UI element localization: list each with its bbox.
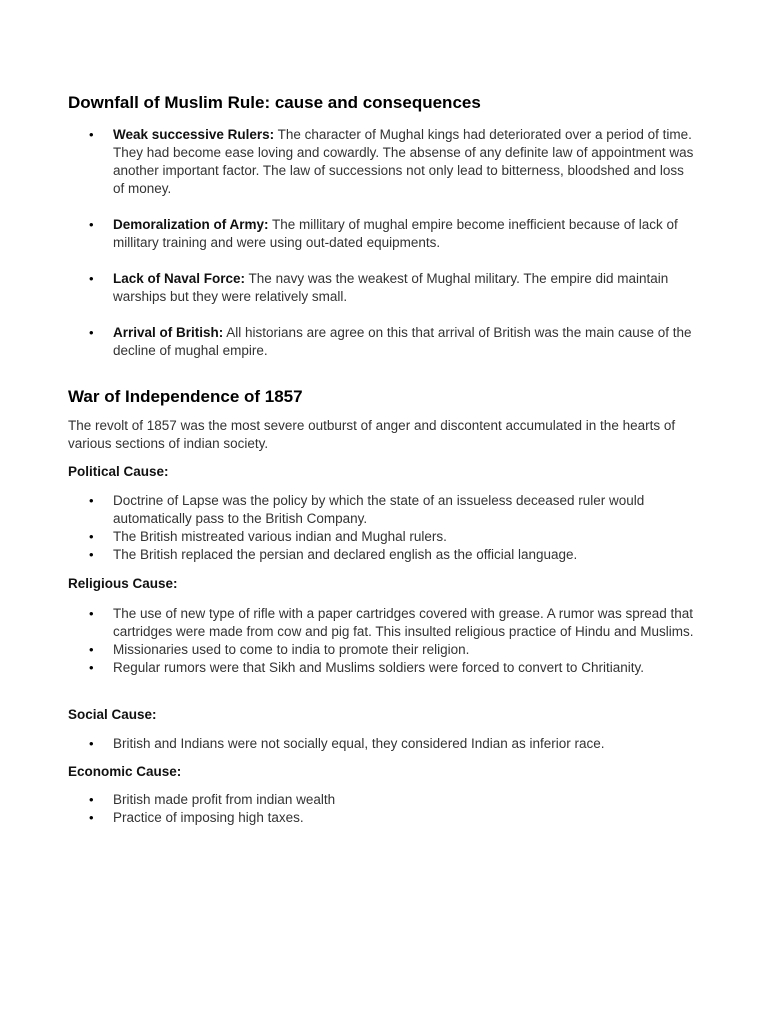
bullet: • (89, 493, 94, 508)
list-item: • Doctrine of Lapse was the policy by which the state of an issueless deceased ruler would automatically pass to the British Company. (89, 493, 645, 526)
section-title-war-1857: War of Independence of 1857 (68, 387, 303, 406)
social-cause-heading: Social Cause: (68, 707, 157, 722)
item-text: The character of Mughal kings had deteriorated over a period of time. They had become ease loving and cowardly. The absense of any definite law of appointment was another important factor. The law of successions not only lead to bitterness, bloodshed and loss of money. (113, 127, 694, 196)
item-term: Arrival of British: (113, 325, 224, 340)
item-term: Lack of Naval Force: (113, 271, 246, 286)
list-item: • British and Indians were not socially equal, they considered Indian as inferior race. (89, 736, 605, 751)
political-cause-heading: Political Cause: (68, 464, 169, 479)
economic-cause-list (0, 791, 768, 827)
bullet: • (89, 529, 94, 544)
list-item: • The British replaced the persian and declared english as the official language. (89, 547, 578, 562)
list-item (0, 270, 768, 306)
list-item: • The British mistreated various indian and Mughal rulers. (89, 529, 447, 544)
list-item: • British made profit from indian wealth (89, 792, 336, 807)
item-text: The navy was the weakest of Mughal military. The empire did maintain warships but they were relatively small. (113, 271, 669, 304)
list-item (0, 324, 768, 360)
list-item (0, 216, 768, 252)
economic-cause-heading: Economic Cause: (68, 764, 182, 779)
bullet: • (89, 736, 94, 751)
bullet: • (89, 606, 94, 621)
religious-cause-heading: Religious Cause: (68, 576, 178, 591)
social-cause-list (0, 735, 768, 753)
intro-paragraph: The revolt of 1857 was the most severe outburst of anger and discontent accumulated in the hearts of various sections of indian society. (68, 418, 676, 451)
list-item (0, 126, 768, 198)
bullet: • (89, 642, 94, 657)
political-cause-list (0, 492, 768, 564)
item-term: Weak successive Rulers: (113, 127, 275, 142)
bullet: • (89, 660, 94, 675)
bullet: • (89, 127, 94, 142)
bullet: • (89, 217, 94, 232)
bullet: • (89, 547, 94, 562)
item-term: Demoralization of Army: (113, 217, 269, 232)
religious-cause-list (0, 605, 768, 677)
downfall-causes-list (0, 126, 768, 378)
list-item: • Regular rumors were that Sikh and Muslims soldiers were forced to convert to Chritianity. (89, 660, 644, 675)
bullet: • (89, 810, 94, 825)
list-item: • The use of new type of rifle with a paper cartridges covered with grease. A rumor was spread that cartridges were made from cow and pig fat. This insulted religious practice of Hindu and Muslims. (89, 606, 694, 639)
list-item: • Missionaries used to come to india to promote their religion. (89, 642, 470, 657)
bullet: • (89, 325, 94, 340)
bullet: • (89, 271, 94, 286)
item-text: All historians are agree on this that arrival of British was the main cause of the decline of mughal empire. (113, 325, 692, 358)
item-text: The millitary of mughal empire become inefficient because of lack of millitary training and were using out-dated equipments. (113, 217, 678, 250)
section-title-downfall: Downfall of Muslim Rule: cause and consequences (68, 93, 481, 112)
bullet: • (89, 792, 94, 807)
list-item: • Practice of imposing high taxes. (89, 810, 304, 825)
